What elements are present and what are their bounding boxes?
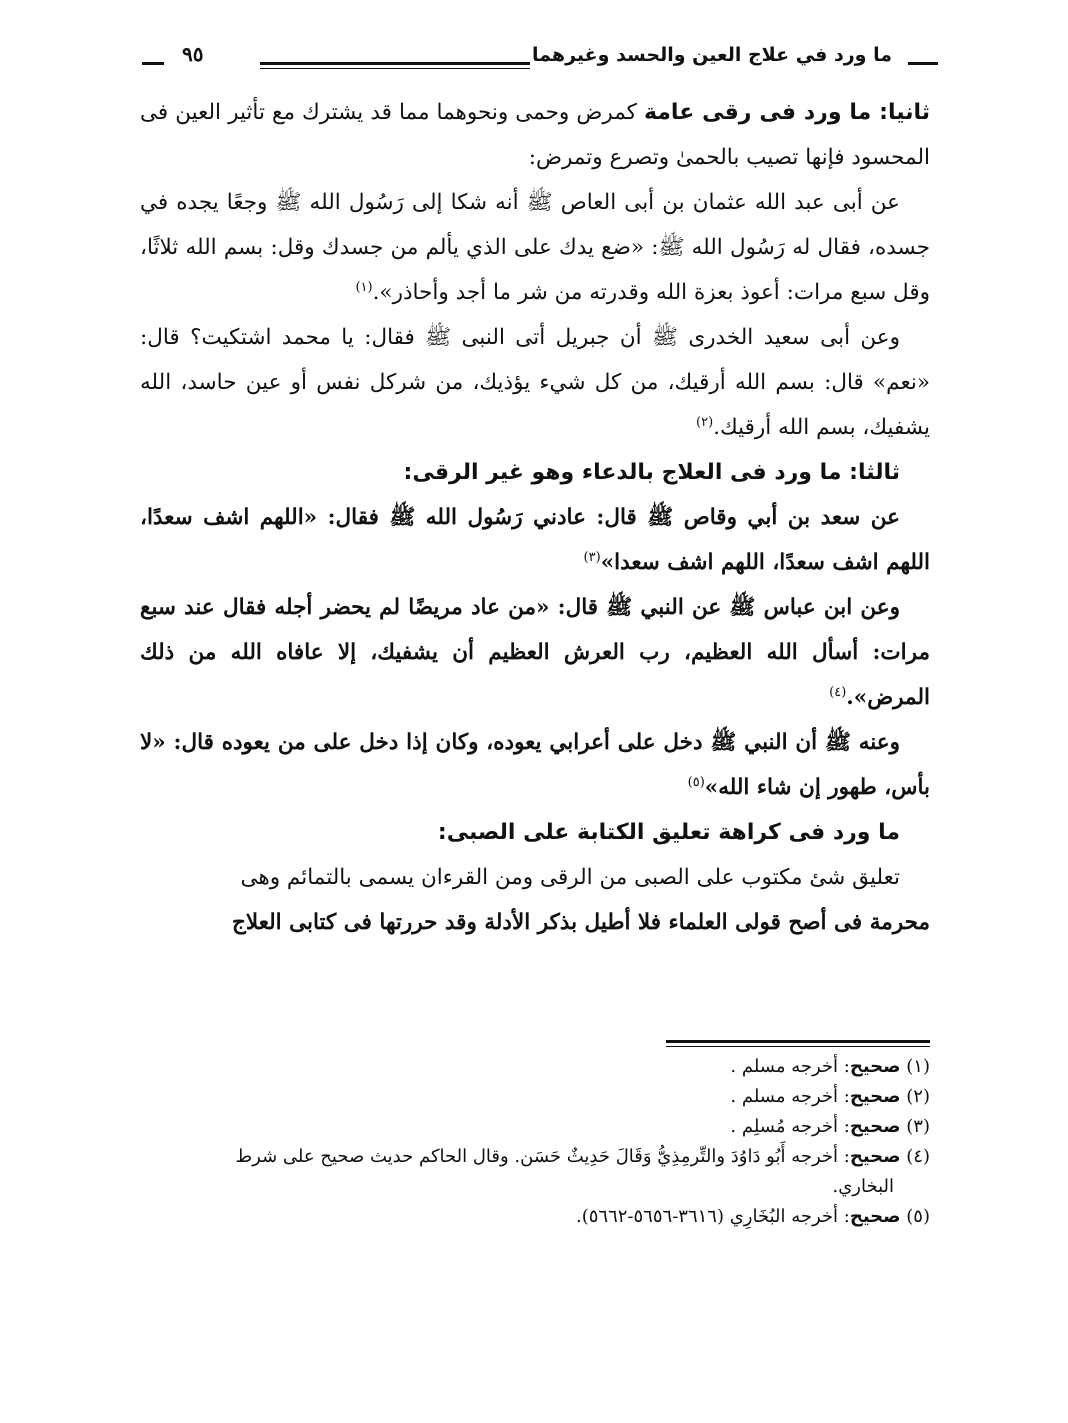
- section-heading-2-title: : ما ورد فى رقى عامة: [643, 100, 888, 125]
- paragraph-4: [140, 495, 930, 585]
- paragraph-6-text: وعنه ﷺ أن النبي ﷺ دخل على أعرابي يعوده، وكان إذا دخل على من يعوده قال: «لا بأس، طهور إن شاء الله»: [140, 730, 930, 800]
- footnote-text: : أخرجه أَبُو دَاوُدَ والتِّرمِذِيُّ وَقَالَ حَدِيثٌ حَسَن. وقال الحاكم حديث صحيح على شرط: [235, 1146, 850, 1167]
- body-text: [140, 90, 930, 945]
- footnote-ref-2[interactable]: (٢): [696, 414, 714, 430]
- footnote-text-cont: البخاري.: [832, 1176, 894, 1197]
- footnote-text: : أخرجه مُسلِم .: [730, 1116, 850, 1137]
- footnote-number: (٣): [906, 1116, 930, 1137]
- header-rule: [260, 62, 530, 65]
- paragraph-7-line-2: [140, 900, 930, 945]
- footnote-number: (١): [906, 1056, 930, 1077]
- footnote-separator: [666, 1040, 930, 1043]
- footnote-number: (٢): [906, 1086, 930, 1107]
- footnote-ref-4[interactable]: (٤): [829, 684, 847, 700]
- footnote-grade: صحيح: [849, 1206, 901, 1227]
- section-heading-2-label: ثانيا: [887, 100, 931, 125]
- footnote-text: : أخرجه مسلم .: [730, 1086, 850, 1107]
- footnote-grade: صحيح: [849, 1056, 901, 1077]
- footnote-5: [140, 1202, 930, 1232]
- footnote-number: (٥): [906, 1206, 930, 1227]
- section-heading-3-line: [140, 450, 930, 495]
- paragraph-4-text: عن سعد بن أبي وقاص ﷺ قال: عادني رَسُول الله ﷺ فقال: «اللهم اشف سعدًا، اللهم اشف سعدًا، اللهم اشف سعدا»: [140, 505, 930, 575]
- footnotes: [140, 1052, 930, 1232]
- footnote-4: [140, 1142, 930, 1172]
- paragraph-1: [140, 90, 930, 180]
- paragraph-2-text: عن أبى عبد الله عثمان بن أبى العاص ﷺ أنه شكا إلى رَسُول الله ﷺ وجعًا يجده في جسده، فقال له رَسُول الله ﷺ: «ضع يدك على الذي يألم من جسدك وقل: بسم الله ثلاثًا، وقل سبع مرات: أعوذ بعزة الله وقدرته من شر ما أجد وأحاذر».: [140, 190, 930, 305]
- section-heading-4: ما ورد فى كراهة تعليق الكتابة على الصبى:: [437, 820, 900, 845]
- footnote-ref-5[interactable]: (٥): [687, 774, 705, 790]
- footnote-4-continuation: [140, 1172, 930, 1202]
- running-title: ما ورد في علاج العين والحسد وغيرهما: [532, 44, 892, 66]
- footnote-grade: صحيح: [849, 1086, 901, 1107]
- section-heading-4-line: [140, 810, 930, 855]
- footnote-grade: صحيح: [849, 1116, 901, 1137]
- header-dash-left: [142, 62, 164, 65]
- section-heading-3: ثالثا: ما ورد فى العلاج بالدعاء وهو غير الرقى:: [403, 460, 900, 485]
- footnote-text: : أخرجه مسلم .: [730, 1056, 850, 1077]
- footnote-3: [140, 1112, 930, 1142]
- footnote-text: : أخرجه البُخَارِي (٣٦١٦-٥٦٥٦-٥٦٦٢).: [576, 1206, 850, 1227]
- footnote-number: (٤): [906, 1146, 930, 1167]
- paragraph-2: [140, 180, 930, 315]
- paragraph-1-text: كمرض وحمى ونحوهما مما قد يشترك مع تأثير العين فى المحسود فإنها تصيب بالحمىٰ وتصرع وتمرض:: [140, 100, 930, 170]
- footnote-ref-3[interactable]: (٣): [583, 549, 601, 565]
- footnote-1: [140, 1052, 930, 1082]
- page-header: [130, 40, 938, 80]
- paragraph-7-text-a: تعليق شئ مكتوب على الصبى من الرقى ومن القرءان يسمى بالتمائم وهى: [240, 865, 900, 890]
- page-number: ٩٥: [182, 42, 204, 66]
- paragraph-3: [140, 315, 930, 450]
- footnote-ref-1[interactable]: (١): [355, 279, 373, 295]
- paragraph-7-text-b: محرمة فى أصح قولى العلماء فلا أطيل بذكر الأدلة وقد حررتها فى كتابى العلاج: [232, 910, 930, 935]
- paragraph-6: [140, 720, 930, 810]
- footnote-grade: صحيح: [849, 1146, 901, 1167]
- paragraph-5: [140, 585, 930, 720]
- header-dash-right: [908, 62, 938, 65]
- paragraph-7-line-1: [140, 855, 930, 900]
- footnote-2: [140, 1082, 930, 1112]
- paragraph-3-text: وعن أبى سعيد الخدرى ﷺ أن جبريل أتى النبى ﷺ فقال: يا محمد اشتكيت؟ قال: «نعم» قال: بسم الله أرقيك، من كل شيء يؤذيك، من شركل نفس أو عين حاسد، الله يشفيك، بسم الله أرقيك.: [140, 325, 930, 440]
- paragraph-5-text: وعن ابن عباس ﷺ عن النبي ﷺ قال: «من عاد مريضًا لم يحضر أجله فقال عند سبع مرات: أسأل الله العظيم، رب العرش العظيم أن يشفيك، إلا عافاه الله من ذلك المرض».: [140, 595, 930, 710]
